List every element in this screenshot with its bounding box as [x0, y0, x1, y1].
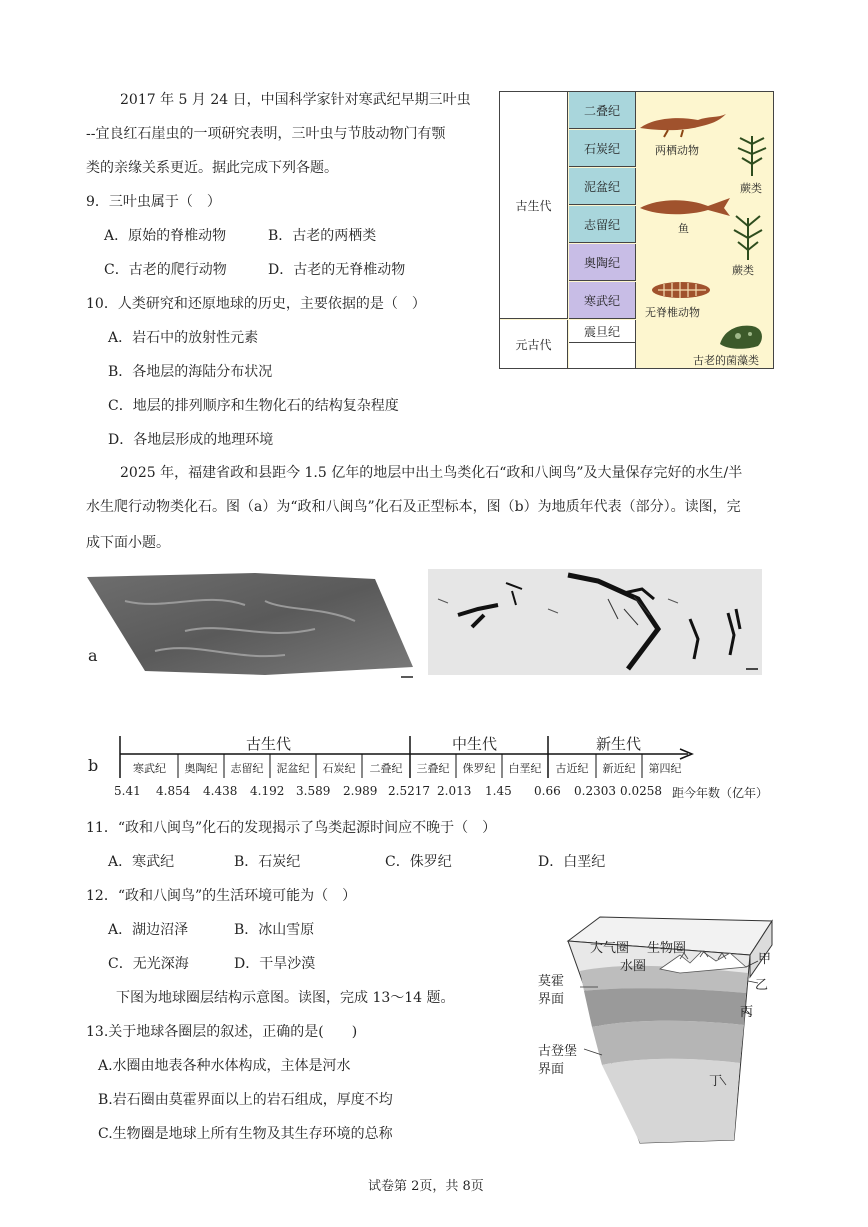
timeline-age: 2.989 — [343, 784, 378, 798]
q9-option-b: B．古老的两栖类 — [268, 228, 377, 244]
q10-option-d: D．各地层形成的地理环境 — [108, 432, 274, 448]
fern-icon — [732, 132, 772, 177]
label-fish: 鱼 — [678, 222, 689, 235]
label-yi: 乙 — [755, 978, 769, 993]
q13-option-c: C.生物圈是地球上所有生物及其生存环境的总称 — [98, 1126, 393, 1142]
period-permian: 二叠纪 — [569, 92, 636, 129]
q12-option-c: C．无光深海 — [108, 956, 189, 972]
intro1-line1: 2017 年 5 月 24 日，中国科学家针对寒武纪早期三叶虫 — [120, 92, 471, 108]
timeline-period: 石炭纪 — [322, 762, 356, 775]
timeline-age: 2.5217 — [388, 784, 430, 798]
timeline-age: 2.013 — [437, 784, 472, 798]
timeline-period: 二叠纪 — [369, 762, 403, 775]
amphibian-icon — [638, 110, 728, 138]
q9-option-c: C．古老的爬行动物 — [104, 262, 227, 278]
timeline-age: 0.2303 — [574, 784, 616, 798]
fern-icon — [730, 212, 766, 262]
label-hydrosphere: 水圈 — [620, 959, 647, 974]
q13-option-b: B.岩石圈由莫霍界面以上的岩石组成，厚度不均 — [98, 1092, 393, 1108]
label-jia: 甲 — [758, 952, 772, 967]
label-algae: 古老的菌藻类 — [693, 354, 759, 367]
q12-option-a: A．湖边沼泽 — [108, 922, 189, 938]
label-ding: 丁 — [709, 1074, 723, 1089]
q9-option-d: D．古老的无脊椎动物 — [268, 262, 406, 278]
fish-icon — [638, 196, 733, 218]
q10-option-a: A．岩石中的放射性元素 — [108, 330, 259, 346]
label-gutenberg-1: 古登堡 — [538, 1044, 578, 1059]
era-paleozoic-label: 古生代 — [246, 735, 292, 753]
period-ordovician: 奥陶纪 — [569, 244, 636, 281]
q13-option-a: A.水圈由地表各种水体构成，主体是河水 — [98, 1058, 351, 1074]
label-gutenberg-2: 界面 — [538, 1062, 565, 1077]
q11-option-d: D．白垩纪 — [538, 854, 606, 870]
timeline-age: 0.0258 — [620, 784, 662, 798]
period-blank — [569, 343, 636, 368]
timeline-period: 新近纪 — [602, 762, 636, 775]
era-mesozoic-label: 中生代 — [452, 735, 498, 753]
algae-icon — [718, 320, 766, 350]
specimen-drawing — [428, 569, 762, 675]
figure-label-a: a — [88, 646, 98, 665]
label-bing: 丙 — [740, 1005, 754, 1020]
period-cambrian: 寒武纪 — [569, 282, 636, 319]
q11-option-c: C．侏罗纪 — [385, 854, 452, 870]
label-moho-1: 莫霍 — [538, 974, 565, 989]
timeline-unit: 距今年数（亿年） — [672, 786, 769, 800]
period-sinian: 震旦纪 — [569, 320, 636, 343]
era-paleozoic: 古生代 — [500, 92, 568, 319]
intro1-line2: --宜良红石崖虫的一项研究表明，三叶虫与节肢动物门有颚 — [86, 126, 446, 142]
period-carboniferous: 石炭纪 — [569, 130, 636, 167]
figure-label-b: b — [88, 756, 99, 775]
q12-option-d: D．干旱沙漠 — [234, 956, 316, 972]
timeline-age: 4.438 — [203, 784, 238, 798]
label-moho-2: 界面 — [538, 992, 565, 1007]
q11-option-b: B．石炭纪 — [234, 854, 301, 870]
intro1-line3: 类的亲缘关系更近。据此完成下列各题。 — [86, 160, 338, 176]
era-cenozoic-label: 新生代 — [596, 735, 642, 753]
q13-stem: 13.关于地球各圈层的叙述，正确的是( ) — [86, 1024, 358, 1040]
timeline-period: 白垩纪 — [508, 762, 542, 775]
timeline-period: 泥盆纪 — [276, 762, 310, 775]
label-invertebrate: 无脊椎动物 — [645, 306, 700, 319]
label-biosphere: 生物圈 — [647, 941, 687, 956]
label-amphibian: 两栖动物 — [655, 144, 699, 157]
q10-option-b: B．各地层的海陆分布状况 — [108, 364, 273, 380]
page-footer: 试卷第 2页，共 8页 — [368, 1179, 484, 1194]
timeline-age: 0.66 — [534, 784, 561, 798]
timeline-period: 奥陶纪 — [184, 762, 218, 775]
timeline-age: 4.192 — [250, 784, 285, 798]
geologic-time-table — [499, 91, 774, 369]
intro2-line2: 水生爬行动物类化石。图（a）为“政和八闽鸟”化石及正型标本，图（b）为地质年代表（部分）。读图，完 — [86, 499, 741, 515]
timeline-period: 古近纪 — [555, 762, 589, 775]
q11-stem: 11．“政和八闽鸟”化石的发现揭示了鸟类起源时间应不晚于（ ） — [86, 820, 497, 836]
q10-option-c: C．地层的排列顺序和生物化石的结构复杂程度 — [108, 398, 399, 414]
timeline-age: 4.854 — [156, 784, 191, 798]
q10-stem: 10．人类研究和还原地球的历史，主要依据的是（ ） — [86, 296, 426, 312]
fossil-slab-photo — [85, 571, 415, 679]
intro2-line3: 成下面小题。 — [86, 535, 170, 551]
era-proterozoic: 元古代 — [500, 320, 568, 368]
q9-stem: 9．三叶虫属于（ ） — [86, 194, 221, 210]
intro2-line1: 2025 年，福建省政和县距今 1.5 亿年的地层中出土鸟类化石“政和八闽鸟”及大量保存完好的水生/半 — [120, 465, 743, 481]
period-silurian: 志留纪 — [569, 206, 636, 243]
label-fern-1: 蕨类 — [740, 182, 762, 195]
label-fern-2: 蕨类 — [732, 264, 754, 277]
q12-stem: 12．“政和八闽鸟”的生活环境可能为（ ） — [86, 888, 357, 904]
timeline-period: 三叠纪 — [416, 762, 450, 775]
q11-option-a: A．寒武纪 — [108, 854, 175, 870]
timeline-age: 1.45 — [485, 784, 512, 798]
timeline-period: 寒武纪 — [133, 762, 166, 775]
q9-option-a: A．原始的脊椎动物 — [104, 228, 227, 244]
q12-option-b: B．冰山雪原 — [234, 922, 315, 938]
period-devonian: 泥盆纪 — [569, 168, 636, 205]
timeline-period: 侏罗纪 — [462, 762, 496, 775]
timeline-age: 3.589 — [296, 784, 331, 798]
intro3: 下图为地球圈层结构示意图。读图，完成 13～14 题。 — [116, 990, 455, 1006]
label-atmosphere: 大气圈 — [590, 941, 630, 956]
timeline-period: 志留纪 — [230, 762, 264, 775]
timeline-age: 5.41 — [114, 784, 141, 798]
trilobite-icon — [650, 280, 712, 300]
timeline-period: 第四纪 — [648, 762, 682, 775]
